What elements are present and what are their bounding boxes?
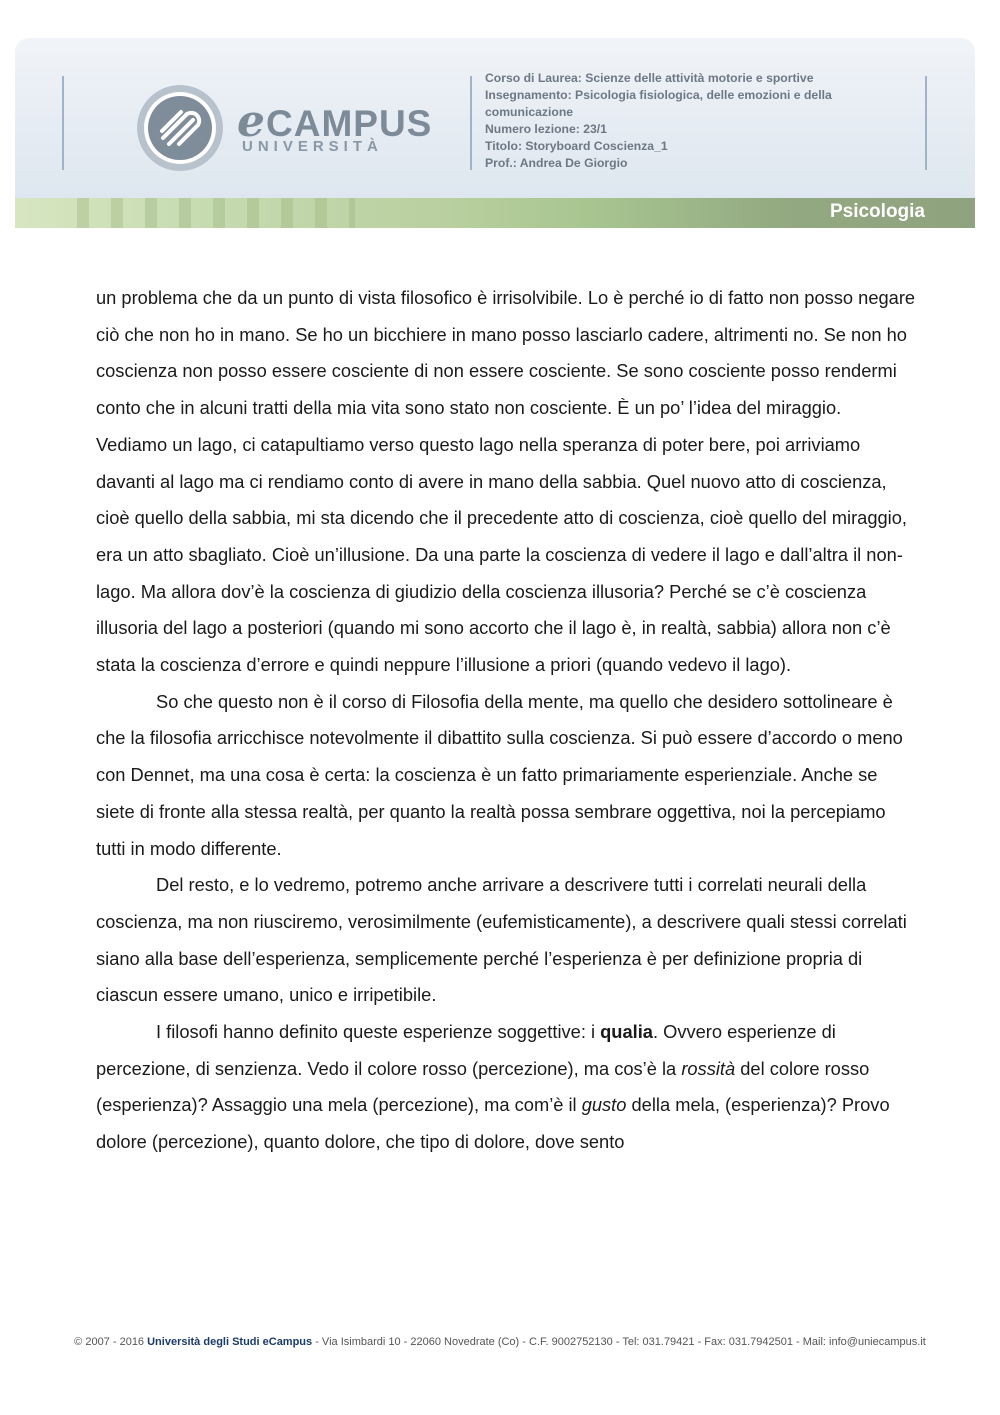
- section-band: [15, 198, 975, 228]
- course-line: Corso di Laurea: Scienze delle attività motorie e sportive: [485, 71, 814, 85]
- p4-text-d: della mela, (esperienza)? Provo dolore (percezione), quanto dolore, che tipo di dolore, dove sento: [96, 1094, 890, 1153]
- brand-prefix: e: [237, 96, 266, 147]
- brand-main: CAMPUS: [266, 103, 433, 144]
- footer-copyright: © 2007 - 2016: [74, 1336, 148, 1348]
- course-info: [485, 70, 875, 172]
- subject-line-2: comunicazione: [485, 105, 574, 119]
- lesson-title: Titolo: Storyboard Coscienza_1: [485, 139, 668, 153]
- gusto-term: gusto: [581, 1094, 627, 1116]
- rossita-term: rossità: [681, 1057, 736, 1079]
- document-body: [96, 280, 916, 1161]
- page-header: [15, 38, 975, 228]
- lesson-number: Numero lezione: 23/1: [485, 122, 607, 136]
- footer-contacts: - Via Isimbardi 10 - 22060 Novedrate (Co) - C.F. 9002752130 - Tel: 031.79421 - Fax: 031.7942501 - Mail: info@uniecampus.it: [312, 1336, 926, 1348]
- subject-line-1: Insegnamento: Psicologia fisiologica, delle emozioni e della: [485, 88, 832, 102]
- header-divider-left: [62, 76, 64, 170]
- p4-text-a: I filosofi hanno definito queste esperienze soggettive: i: [156, 1021, 601, 1043]
- page-footer: [0, 1336, 1000, 1348]
- brand-subtitle: UNIVERSITÀ: [242, 138, 383, 155]
- header-divider-middle: [470, 76, 472, 170]
- ecampus-logo-icon: [135, 83, 225, 173]
- band-decoration: [55, 198, 355, 228]
- paragraph-3: Del resto, e lo vedremo, potremo anche arrivare a descrivere tutti i correlati neurali della coscienza, ma non riusciremo, verosimilmente (eufemisticamente), a descrivere quali stessi correlati siano alla base dell’esperienza, semplicemente perché l’esperienza è per definizione propria di ciascun essere umano, unico e irripetibile.: [96, 874, 907, 1006]
- professor: Prof.: Andrea De Giorgio: [485, 156, 628, 170]
- p4-text-b: . Ovvero esperienze di percezione, di senzienza. Vedo il colore rosso (percezione), ma cos’è la: [96, 1021, 836, 1079]
- paragraph-1: un problema che da un punto di vista filosofico è irrisolvibile. Lo è perché io di fatto non posso negare ciò che non ho in mano. Se ho un bicchiere in mano posso lasciarlo cadere, altrimenti no. Se non ho coscienza non posso essere cosciente di non essere cosciente. Se sono cosciente posso rendermi conto che in alcuni tratti della mia vita sono stato non cosciente. È un po’ l’idea del miraggio. Vediamo un lago, ci catapultiamo verso questo lago nella speranza di poter bere, poi arriviamo davanti al lago ma ci rendiamo conto di avere in mano della sabbia. Quel nuovo atto di coscienza, cioè quello della sabbia, mi sta dicendo che il precedente atto di coscienza, cioè quello del miraggio, era un atto sbagliato. Cioè un’illusione. Da una parte la coscienza di vedere il lago e dall’altra il non-lago. Ma allora dov’è la coscienza di giudizio della coscienza illusoria? Perché se c’è coscienza illusoria del lago a posteriori (quando mi sono accorto che il lago è, in realtà, sabbia) allora non c’è stata la coscienza d’errore e quindi neppure l’illusione a priori (quando vedevo il lago).: [96, 287, 916, 676]
- paragraph-2: So che questo non è il corso di Filosofia della mente, ma quello che desidero sottolineare è che la filosofia arricchisce notevolmente il dibattito sulla coscienza. Si può essere d’accordo o meno con Dennet, ma una cosa è certa: la coscienza è un fatto primariamente esperienziale. Anche se siete di fronte alla stessa realtà, per quanto la realtà possa sembrare oggettiva, noi la percepiamo tutti in modo differente.: [96, 690, 903, 859]
- qualia-term: qualia: [600, 1021, 653, 1043]
- section-label: Psicologia: [829, 201, 925, 222]
- footer-organization: Università degli Studi eCampus: [147, 1336, 313, 1348]
- p4-text-c: del colore rosso (esperienza)? Assaggio una mela (percezione), ma com’è il: [96, 1057, 870, 1116]
- paragraph-4: [96, 1014, 916, 1161]
- header-divider-right: [925, 76, 927, 170]
